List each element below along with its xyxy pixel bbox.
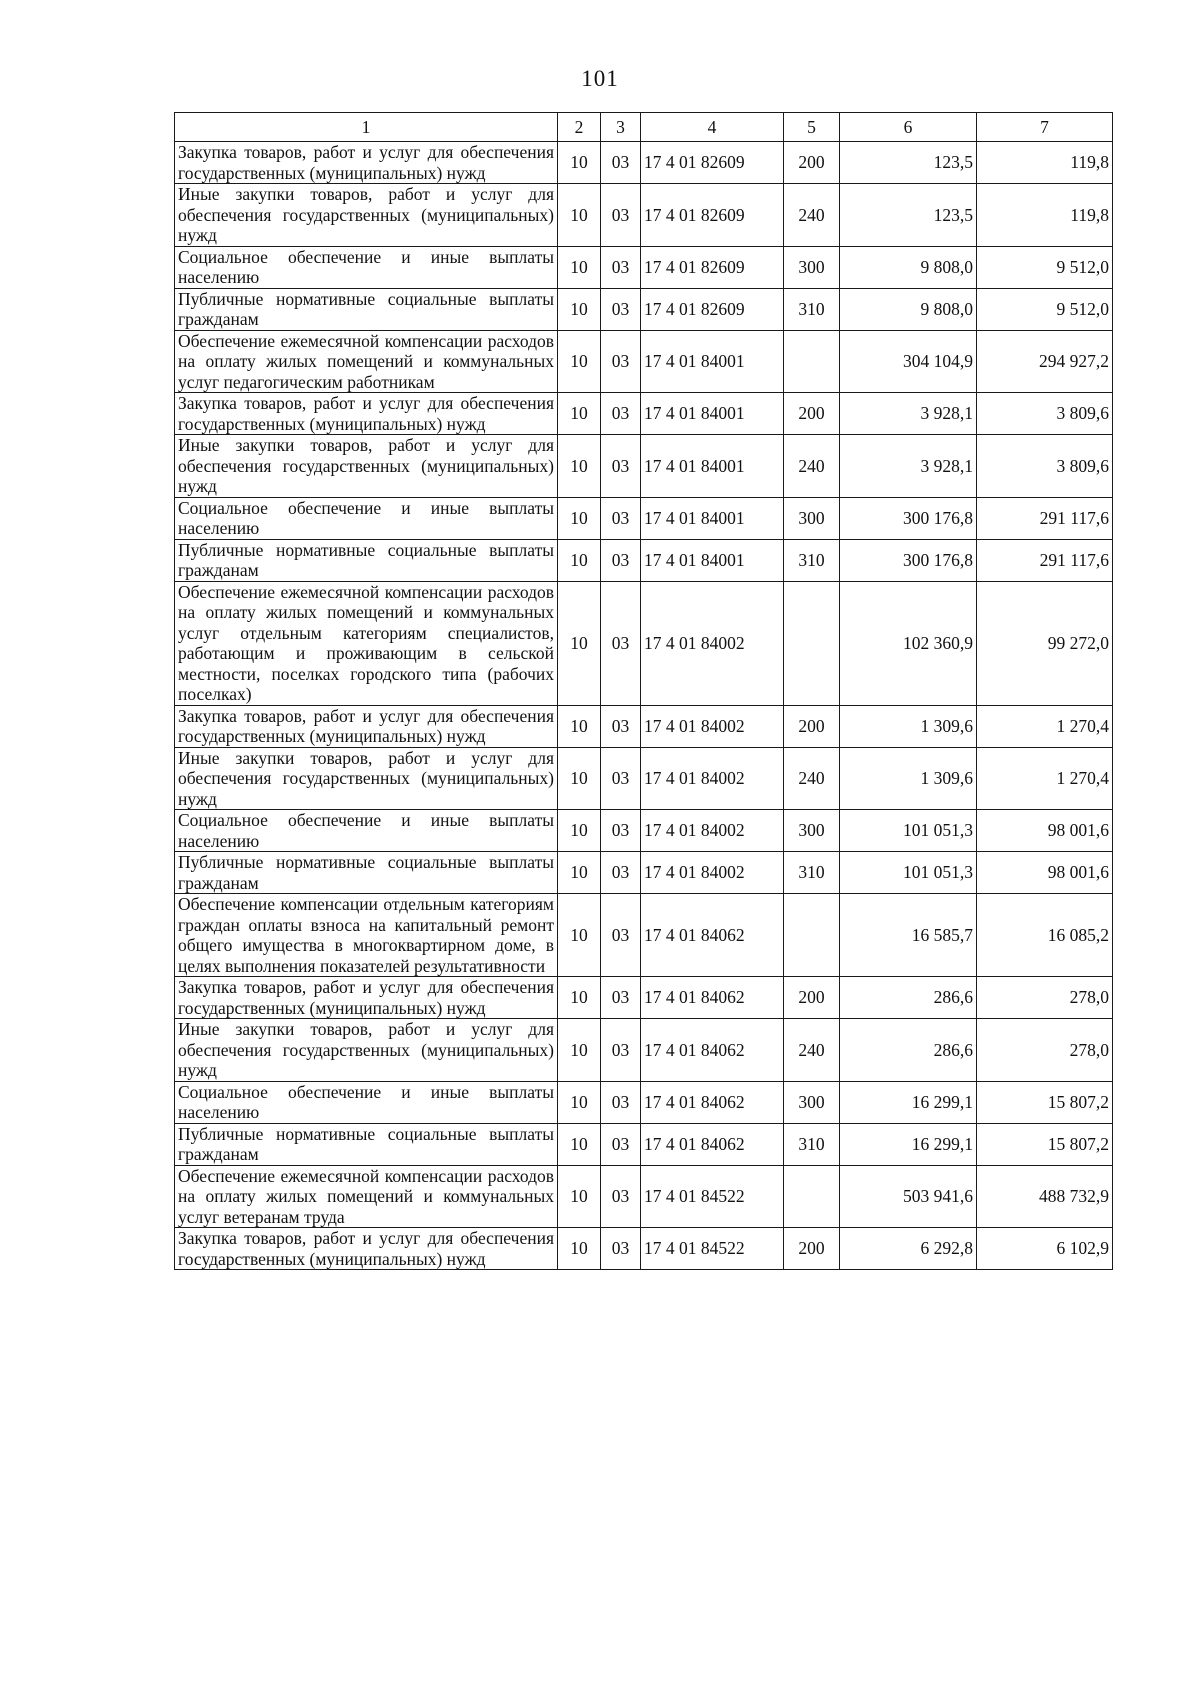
row-description: Социальное обеспечение и иные выплаты населению [175, 246, 558, 288]
expense-type-code: 240 [784, 184, 840, 247]
subsection-code: 03 [601, 1228, 641, 1270]
amount-col6: 123,5 [840, 142, 977, 184]
amount-col6: 1 309,6 [840, 747, 977, 810]
row-description: Социальное обеспечение и иные выплаты населению [175, 497, 558, 539]
row-description: Закупка товаров, работ и услуг для обеспечения государственных (муниципальных) нужд [175, 705, 558, 747]
table-row [175, 977, 1113, 1019]
section-code: 10 [558, 539, 601, 581]
expense-type-code: 200 [784, 1228, 840, 1270]
subsection-code: 03 [601, 184, 641, 247]
table-row [175, 747, 1113, 810]
target-article-code: 17 4 01 84001 [641, 497, 784, 539]
subsection-code: 03 [601, 705, 641, 747]
expense-type-code: 200 [784, 142, 840, 184]
section-code: 10 [558, 1081, 601, 1123]
table-row [175, 581, 1113, 705]
expense-type-code [784, 581, 840, 705]
subsection-code: 03 [601, 977, 641, 1019]
expense-type-code: 300 [784, 1081, 840, 1123]
amount-col7: 15 807,2 [977, 1123, 1113, 1165]
column-header: 1 [175, 113, 558, 142]
table-row [175, 497, 1113, 539]
section-code: 10 [558, 852, 601, 894]
amount-col6: 9 808,0 [840, 246, 977, 288]
target-article-code: 17 4 01 84062 [641, 1123, 784, 1165]
amount-col7: 98 001,6 [977, 852, 1113, 894]
target-article-code: 17 4 01 84002 [641, 810, 784, 852]
subsection-code: 03 [601, 142, 641, 184]
amount-col6: 1 309,6 [840, 705, 977, 747]
row-description: Публичные нормативные социальные выплаты гражданам [175, 288, 558, 330]
target-article-code: 17 4 01 84001 [641, 435, 784, 498]
row-description: Публичные нормативные социальные выплаты гражданам [175, 1123, 558, 1165]
subsection-code: 03 [601, 497, 641, 539]
target-article-code: 17 4 01 82609 [641, 184, 784, 247]
expense-type-code: 240 [784, 1019, 840, 1082]
row-description: Закупка товаров, работ и услуг для обеспечения государственных (муниципальных) нужд [175, 142, 558, 184]
section-code: 10 [558, 705, 601, 747]
subsection-code: 03 [601, 435, 641, 498]
section-code: 10 [558, 977, 601, 1019]
table-row [175, 1019, 1113, 1082]
subsection-code: 03 [601, 1165, 641, 1228]
table-row [175, 330, 1113, 393]
column-header: 6 [840, 113, 977, 142]
column-header: 2 [558, 113, 601, 142]
expense-type-code: 300 [784, 497, 840, 539]
target-article-code: 17 4 01 84522 [641, 1165, 784, 1228]
target-article-code: 17 4 01 84002 [641, 705, 784, 747]
budget-table [174, 112, 1113, 1270]
expense-type-code: 310 [784, 1123, 840, 1165]
row-description: Иные закупки товаров, работ и услуг для обеспечения государственных (муниципальных) нужд [175, 747, 558, 810]
target-article-code: 17 4 01 84002 [641, 581, 784, 705]
target-article-code: 17 4 01 84001 [641, 330, 784, 393]
amount-col7: 16 085,2 [977, 894, 1113, 977]
row-description: Иные закупки товаров, работ и услуг для обеспечения государственных (муниципальных) нужд [175, 184, 558, 247]
column-header: 7 [977, 113, 1113, 142]
subsection-code: 03 [601, 810, 641, 852]
target-article-code: 17 4 01 84062 [641, 894, 784, 977]
section-code: 10 [558, 747, 601, 810]
table-row [175, 246, 1113, 288]
target-article-code: 17 4 01 84062 [641, 977, 784, 1019]
table-row [175, 810, 1113, 852]
subsection-code: 03 [601, 1019, 641, 1082]
amount-col6: 286,6 [840, 977, 977, 1019]
table-row [175, 288, 1113, 330]
section-code: 10 [558, 393, 601, 435]
amount-col6: 304 104,9 [840, 330, 977, 393]
section-code: 10 [558, 184, 601, 247]
amount-col6: 16 585,7 [840, 894, 977, 977]
table-row [175, 1165, 1113, 1228]
row-description: Закупка товаров, работ и услуг для обеспечения государственных (муниципальных) нужд [175, 393, 558, 435]
row-description: Иные закупки товаров, работ и услуг для обеспечения государственных (муниципальных) нужд [175, 435, 558, 498]
row-description: Обеспечение ежемесячной компенсации расходов на оплату жилых помещений и коммунальных услуг педагогическим работникам [175, 330, 558, 393]
expense-type-code: 240 [784, 747, 840, 810]
amount-col7: 3 809,6 [977, 393, 1113, 435]
amount-col7: 9 512,0 [977, 246, 1113, 288]
amount-col7: 291 117,6 [977, 497, 1113, 539]
expense-type-code: 200 [784, 705, 840, 747]
table-row [175, 1228, 1113, 1270]
section-code: 10 [558, 288, 601, 330]
row-description: Обеспечение ежемесячной компенсации расходов на оплату жилых помещений и коммунальных услуг ветеранам труда [175, 1165, 558, 1228]
target-article-code: 17 4 01 84001 [641, 393, 784, 435]
amount-col7: 3 809,6 [977, 435, 1113, 498]
table-body [175, 142, 1113, 1270]
subsection-code: 03 [601, 246, 641, 288]
section-code: 10 [558, 435, 601, 498]
expense-type-code: 200 [784, 977, 840, 1019]
subsection-code: 03 [601, 330, 641, 393]
amount-col7: 488 732,9 [977, 1165, 1113, 1228]
amount-col6: 9 808,0 [840, 288, 977, 330]
row-description: Обеспечение ежемесячной компенсации расходов на оплату жилых помещений и коммунальных услуг отдельным категориям специалистов, работающим и проживающим в сельской местности, поселках городского типа (рабочих поселках) [175, 581, 558, 705]
amount-col6: 123,5 [840, 184, 977, 247]
target-article-code: 17 4 01 84002 [641, 747, 784, 810]
amount-col6: 101 051,3 [840, 810, 977, 852]
row-description: Публичные нормативные социальные выплаты гражданам [175, 852, 558, 894]
amount-col7: 278,0 [977, 977, 1113, 1019]
amount-col6: 300 176,8 [840, 497, 977, 539]
amount-col7: 15 807,2 [977, 1081, 1113, 1123]
expense-type-code [784, 1165, 840, 1228]
section-code: 10 [558, 246, 601, 288]
amount-col6: 286,6 [840, 1019, 977, 1082]
amount-col6: 3 928,1 [840, 393, 977, 435]
section-code: 10 [558, 1019, 601, 1082]
table-row [175, 393, 1113, 435]
amount-col7: 98 001,6 [977, 810, 1113, 852]
section-code: 10 [558, 497, 601, 539]
amount-col7: 6 102,9 [977, 1228, 1113, 1270]
section-code: 10 [558, 1165, 601, 1228]
amount-col7: 9 512,0 [977, 288, 1113, 330]
target-article-code: 17 4 01 84002 [641, 852, 784, 894]
amount-col6: 16 299,1 [840, 1123, 977, 1165]
column-header: 5 [784, 113, 840, 142]
target-article-code: 17 4 01 82609 [641, 246, 784, 288]
row-description: Публичные нормативные социальные выплаты гражданам [175, 539, 558, 581]
section-code: 10 [558, 810, 601, 852]
row-description: Закупка товаров, работ и услуг для обеспечения государственных (муниципальных) нужд [175, 1228, 558, 1270]
expense-type-code: 310 [784, 288, 840, 330]
expense-type-code: 310 [784, 852, 840, 894]
amount-col6: 300 176,8 [840, 539, 977, 581]
target-article-code: 17 4 01 82609 [641, 142, 784, 184]
amount-col7: 294 927,2 [977, 330, 1113, 393]
expense-type-code: 300 [784, 246, 840, 288]
table-row [175, 184, 1113, 247]
expense-type-code [784, 894, 840, 977]
amount-col6: 3 928,1 [840, 435, 977, 498]
amount-col7: 1 270,4 [977, 705, 1113, 747]
amount-col7: 99 272,0 [977, 581, 1113, 705]
section-code: 10 [558, 1228, 601, 1270]
subsection-code: 03 [601, 852, 641, 894]
amount-col7: 1 270,4 [977, 747, 1113, 810]
table-row [175, 142, 1113, 184]
subsection-code: 03 [601, 894, 641, 977]
expense-type-code [784, 330, 840, 393]
table-row [175, 894, 1113, 977]
row-description: Закупка товаров, работ и услуг для обеспечения государственных (муниципальных) нужд [175, 977, 558, 1019]
target-article-code: 17 4 01 84001 [641, 539, 784, 581]
table-header-row [175, 113, 1113, 142]
amount-col6: 16 299,1 [840, 1081, 977, 1123]
target-article-code: 17 4 01 84522 [641, 1228, 784, 1270]
section-code: 10 [558, 330, 601, 393]
expense-type-code: 310 [784, 539, 840, 581]
section-code: 10 [558, 894, 601, 977]
subsection-code: 03 [601, 288, 641, 330]
subsection-code: 03 [601, 539, 641, 581]
amount-col6: 503 941,6 [840, 1165, 977, 1228]
amount-col6: 101 051,3 [840, 852, 977, 894]
amount-col7: 119,8 [977, 142, 1113, 184]
row-description: Социальное обеспечение и иные выплаты населению [175, 810, 558, 852]
column-header: 3 [601, 113, 641, 142]
row-description: Обеспечение компенсации отдельным категориям граждан оплаты взноса на капитальный ремонт общего имущества в многоквартирном доме, в целях выполнения показателей результативности [175, 894, 558, 977]
table-row [175, 1123, 1113, 1165]
section-code: 10 [558, 142, 601, 184]
subsection-code: 03 [601, 747, 641, 810]
expense-type-code: 240 [784, 435, 840, 498]
amount-col6: 102 360,9 [840, 581, 977, 705]
target-article-code: 17 4 01 84062 [641, 1081, 784, 1123]
table-row [175, 435, 1113, 498]
expense-type-code: 300 [784, 810, 840, 852]
amount-col6: 6 292,8 [840, 1228, 977, 1270]
page-number: 101 [581, 66, 619, 91]
row-description: Иные закупки товаров, работ и услуг для обеспечения государственных (муниципальных) нужд [175, 1019, 558, 1082]
target-article-code: 17 4 01 84062 [641, 1019, 784, 1082]
amount-col7: 291 117,6 [977, 539, 1113, 581]
subsection-code: 03 [601, 1081, 641, 1123]
table-row [175, 539, 1113, 581]
subsection-code: 03 [601, 393, 641, 435]
row-description: Социальное обеспечение и иные выплаты населению [175, 1081, 558, 1123]
table-row [175, 1081, 1113, 1123]
expense-type-code: 200 [784, 393, 840, 435]
subsection-code: 03 [601, 1123, 641, 1165]
amount-col7: 119,8 [977, 184, 1113, 247]
subsection-code: 03 [601, 581, 641, 705]
section-code: 10 [558, 581, 601, 705]
column-header: 4 [641, 113, 784, 142]
target-article-code: 17 4 01 82609 [641, 288, 784, 330]
table-row [175, 705, 1113, 747]
amount-col7: 278,0 [977, 1019, 1113, 1082]
table-row [175, 852, 1113, 894]
section-code: 10 [558, 1123, 601, 1165]
